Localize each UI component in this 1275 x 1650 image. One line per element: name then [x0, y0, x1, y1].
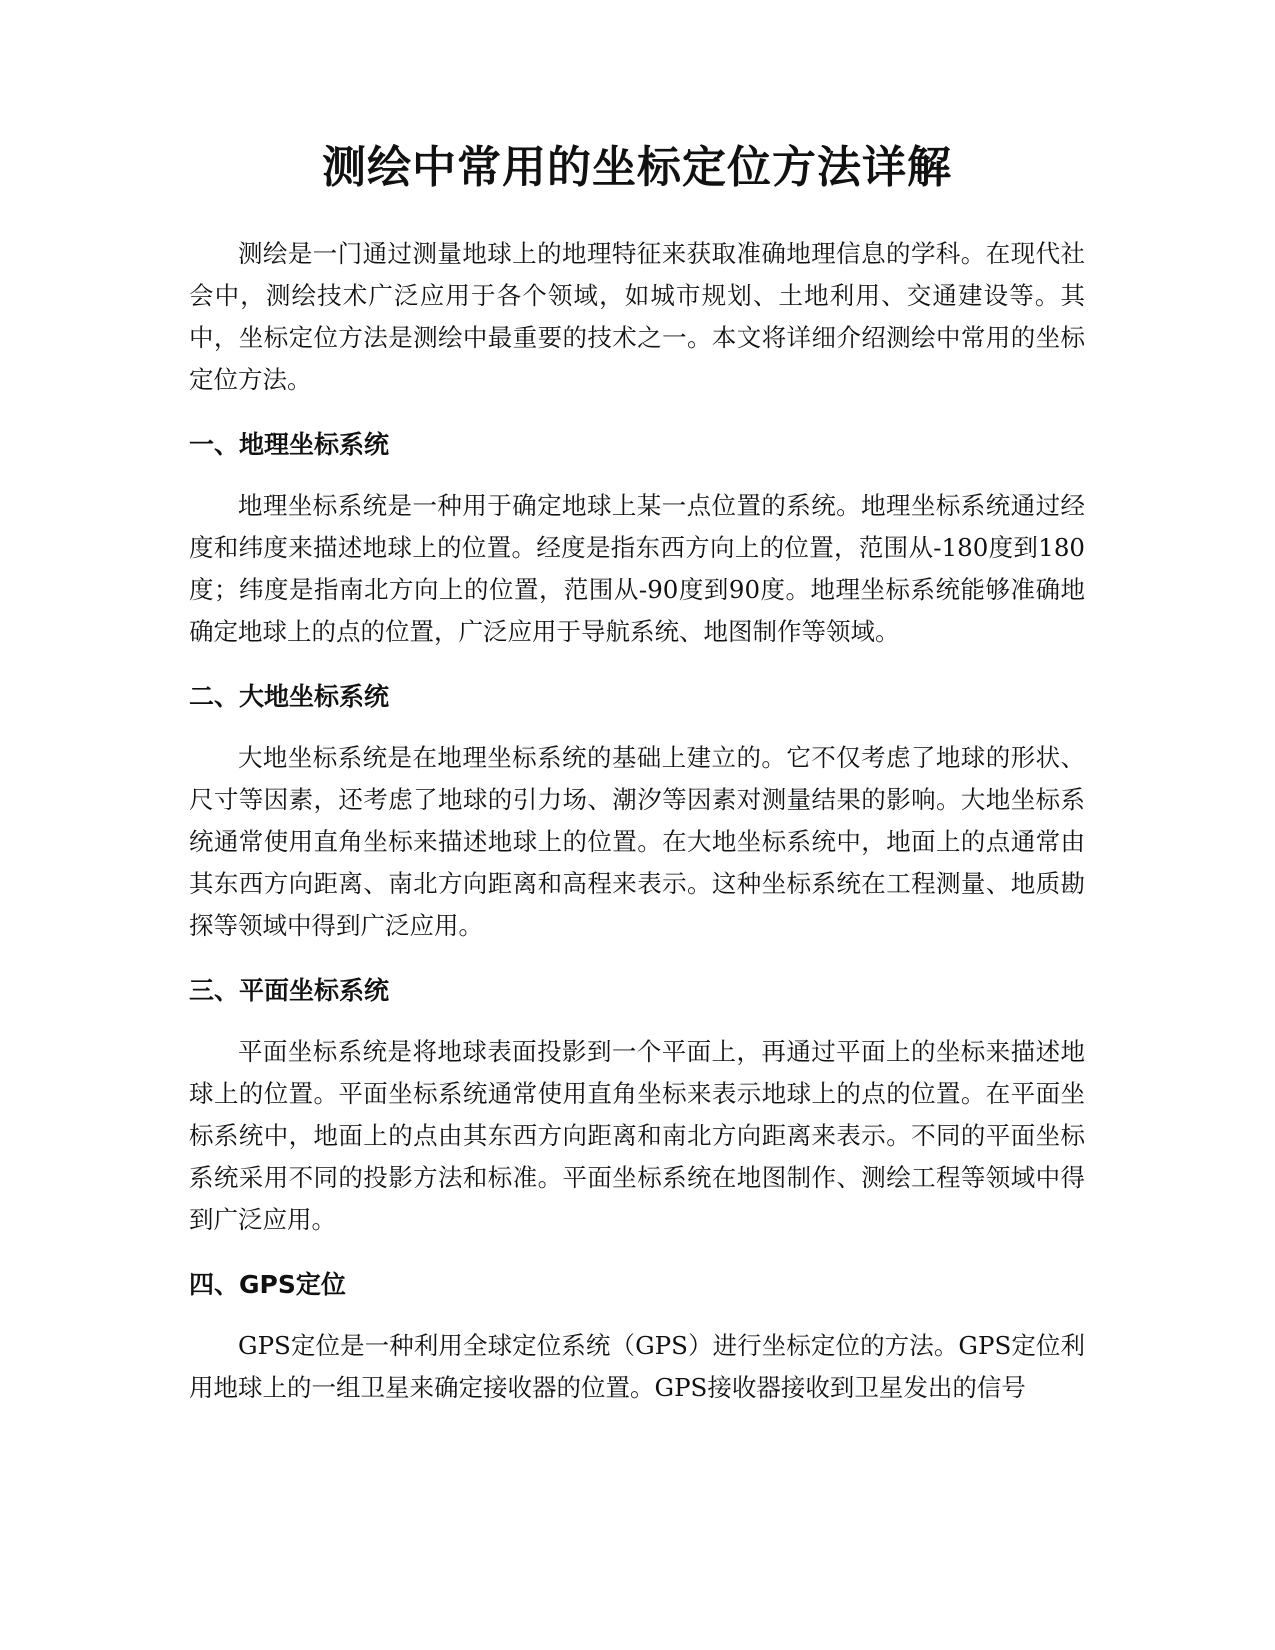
section-heading-gps: 四、GPS定位	[189, 1270, 346, 1299]
section-heading-plane: 三、平面坐标系统	[189, 976, 390, 1005]
section-body-gps: GPS定位是一种利用全球定位系统（GPS）进行坐标定位的方法。GPS定位利用地球上的一组卫星来确定接收器的位置。GPS接收器接收到卫星发出的信号	[189, 1331, 1085, 1402]
document-title: 测绘中常用的坐标定位方法详解	[322, 142, 952, 193]
section-body-plane: 平面坐标系统是将地球表面投影到一个平面上，再通过平面上的坐标来描述地球上的位置。平面坐标系统通常使用直角坐标来表示地球上的点的位置。在平面坐标系统中，地面上的点由其东西方向距离和南北方向距离来表示。不同的平面坐标系统采用不同的投影方法和标准。平面坐标系统在地图制作、测绘工程等领域中得到广泛应用。	[189, 1037, 1085, 1234]
section-body-geographic: 地理坐标系统是一种用于确定地球上某一点位置的系统。地理坐标系统通过经度和纬度来描述地球上的位置。经度是指东西方向上的位置，范围从-180度到180度；纬度是指南北方向上的位置，范围从-90度到90度。地理坐标系统能够准确地确定地球上的点的位置，广泛应用于导航系统、地图制作等领域。	[189, 491, 1085, 646]
document-page	[189, 140, 1085, 1433]
intro-paragraph: 测绘是一门通过测量地球上的地理特征来获取准确地理信息的学科。在现代社会中，测绘技术广泛应用于各个领域，如城市规划、土地利用、交通建设等。其中，坐标定位方法是测绘中最重要的技术之一。本文将详细介绍测绘中常用的坐标定位方法。	[189, 239, 1085, 394]
section-heading-geodetic: 二、大地坐标系统	[189, 682, 390, 711]
section-body-geodetic: 大地坐标系统是在地理坐标系统的基础上建立的。它不仅考虑了地球的形状、尺寸等因素，还考虑了地球的引力场、潮汐等因素对测量结果的影响。大地坐标系统通常使用直角坐标来描述地球上的位置。在大地坐标系统中，地面上的点通常由其东西方向距离、南北方向距离和高程来表示。这种坐标系统在工程测量、地质勘探等领域中得到广泛应用。	[189, 743, 1085, 940]
section-heading-geographic: 一、地理坐标系统	[189, 430, 390, 459]
